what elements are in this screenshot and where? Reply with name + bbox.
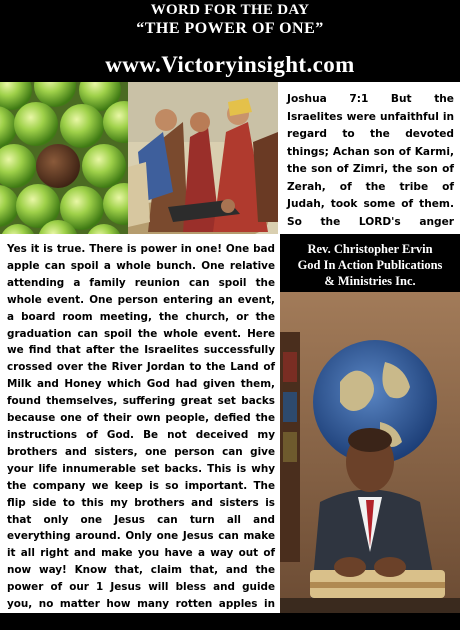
portrait-illustration xyxy=(280,292,460,613)
header-banner xyxy=(0,0,460,82)
devotional-text: Yes it is true. There is power in one! One bad apple can spoil a whole bunch. One relative attending a family reunion can spoil the whole event. One person entering an event, a board room meeting, the church, or the graduation can spoil the whole event. Here we find that after the Israelites successfully crossed over the River Jordan to the Land of Milk and Honey which God had given them, found themselves, suffering great set backs because one of their own people, defied the instructions of God. Be not deceived my brothers and sisters, one person can give your life innumerable set backs. This is why the company we keep is so important. The flip side to this my brothers and sisters is that only one Jesus can turn all and everything around. Only one Jesus can make it all right and make you have a way out of now way! Know that, claim that, and the power of our 1 Jesus will bless and guide you, no matter how many rotten apples in your bunch! Be Blessed! xyxy=(0,234,280,613)
organization-line-2: & Ministries Inc. xyxy=(324,274,416,288)
biblical-painting-image xyxy=(128,82,278,234)
achan-scene-illustration xyxy=(128,82,278,234)
header-subtitle: “THE POWER OF ONE” xyxy=(136,20,324,37)
website-link[interactable]: www.Victoryinsight.com xyxy=(105,52,355,77)
organization-line-1: God In Action Publications xyxy=(297,258,443,272)
scripture-passage: Joshua 7:1 But the Israelites were unfaithful in regard to the devoted things; Achan son of Karmi, the son of Zimri, the son of Zerah, of the tribe of Judah, took some of them. So the LORD's anger xyxy=(278,82,460,234)
apples-illustration xyxy=(0,82,128,234)
author-name: Rev. Christopher Ervin xyxy=(307,242,433,256)
author-portrait-image xyxy=(280,292,460,613)
header-title: WORD FOR THE DAY xyxy=(150,2,310,18)
green-apples-image xyxy=(0,82,128,234)
author-credit xyxy=(280,234,460,292)
